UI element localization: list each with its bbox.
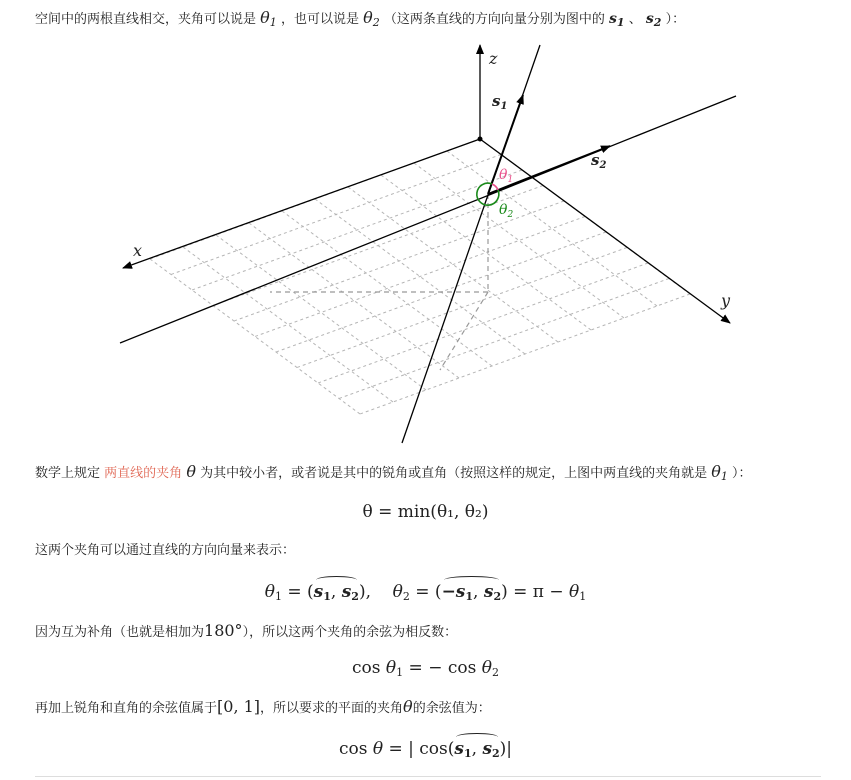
theta-symbol: θ xyxy=(186,462,196,481)
grid-line xyxy=(255,217,585,337)
grid-line xyxy=(360,294,690,414)
def-text-a: 数学上规定 xyxy=(35,466,101,481)
grid-line xyxy=(150,259,360,414)
theta1-arc xyxy=(492,184,498,190)
x-axis xyxy=(123,139,480,268)
xy-plane-grid xyxy=(150,139,690,414)
origin-point xyxy=(478,137,483,142)
s1-symbol: $s_1$ xyxy=(609,11,625,29)
supplementary-paragraph: 因为互为补角（也就是相加为180°），所以这两个夹角的余弦为相反数： xyxy=(35,621,458,640)
equation-cos-opposite: $\cos \theta_1$ = − $\cos \theta_2$ xyxy=(352,658,499,679)
x-axis-label: x xyxy=(133,241,143,260)
grid-line xyxy=(183,247,393,402)
grid-line xyxy=(192,170,522,290)
s2-symbol: $s_2$ xyxy=(645,11,662,29)
theta1-symbol: $\theta_1$ xyxy=(260,8,277,29)
grid-line xyxy=(339,279,669,399)
line-2 xyxy=(120,96,736,343)
theta2-label: $\theta_2$ xyxy=(499,202,514,220)
intro-text-d: ）： xyxy=(665,12,686,27)
direction-vector-paragraph: 这两个夹角可以通过直线的方向向量来表示： xyxy=(35,543,296,558)
definition-paragraph xyxy=(35,462,752,487)
intro-text-c: （这两条直线的方向向量分别为图中的 xyxy=(383,12,605,27)
s2-vector-label: $s_2$ xyxy=(591,151,607,171)
z-axis-label: z xyxy=(489,49,498,68)
y-axis-label: y xyxy=(721,291,731,310)
intro-text-a: 空间中的两根直线相交，夹角可以说是 xyxy=(35,12,257,27)
grid-line xyxy=(447,151,657,306)
bottom-divider xyxy=(35,776,821,777)
grid-line xyxy=(414,163,624,318)
grid-line xyxy=(318,263,648,383)
equation-angles: $\theta_1 = (s_1$, $s_2$), $\theta_2 = (-s_1$, $s_2) = \pi - \theta_1$ xyxy=(264,582,587,603)
grid-line xyxy=(249,223,459,378)
def-text-b: 为其中较小者，或者说是其中的锐角或直角（按照这样的规定，上图中两直线的夹角就是 xyxy=(200,466,708,481)
grid-line xyxy=(297,248,627,368)
theta1-symbol: $\theta_1$ xyxy=(711,462,728,483)
equation-min: θ = min(θ₁, θ₂) xyxy=(362,502,489,522)
grid-line xyxy=(216,235,426,390)
def-text-c: ）： xyxy=(732,466,752,481)
equation-cos-abs: cos θ = | $\cos(s_1$, $s_2)|$ xyxy=(338,739,513,760)
theta2-symbol: $\theta_2$ xyxy=(363,8,380,29)
intro-text-b: ，也可以说是 xyxy=(280,12,359,27)
cosine-range-paragraph: 再加上锐角和直角的余弦值属于[0, 1]，所以要求的平面的夹角θ的余弦值为： xyxy=(35,697,491,716)
angle-definition-link[interactable]: 两直线的夹角 xyxy=(104,466,183,481)
s1-vector-label: $s_1$ xyxy=(492,92,508,112)
intro-sep: 、 xyxy=(628,12,642,27)
theta1-label: $\theta_1$ xyxy=(499,167,514,185)
